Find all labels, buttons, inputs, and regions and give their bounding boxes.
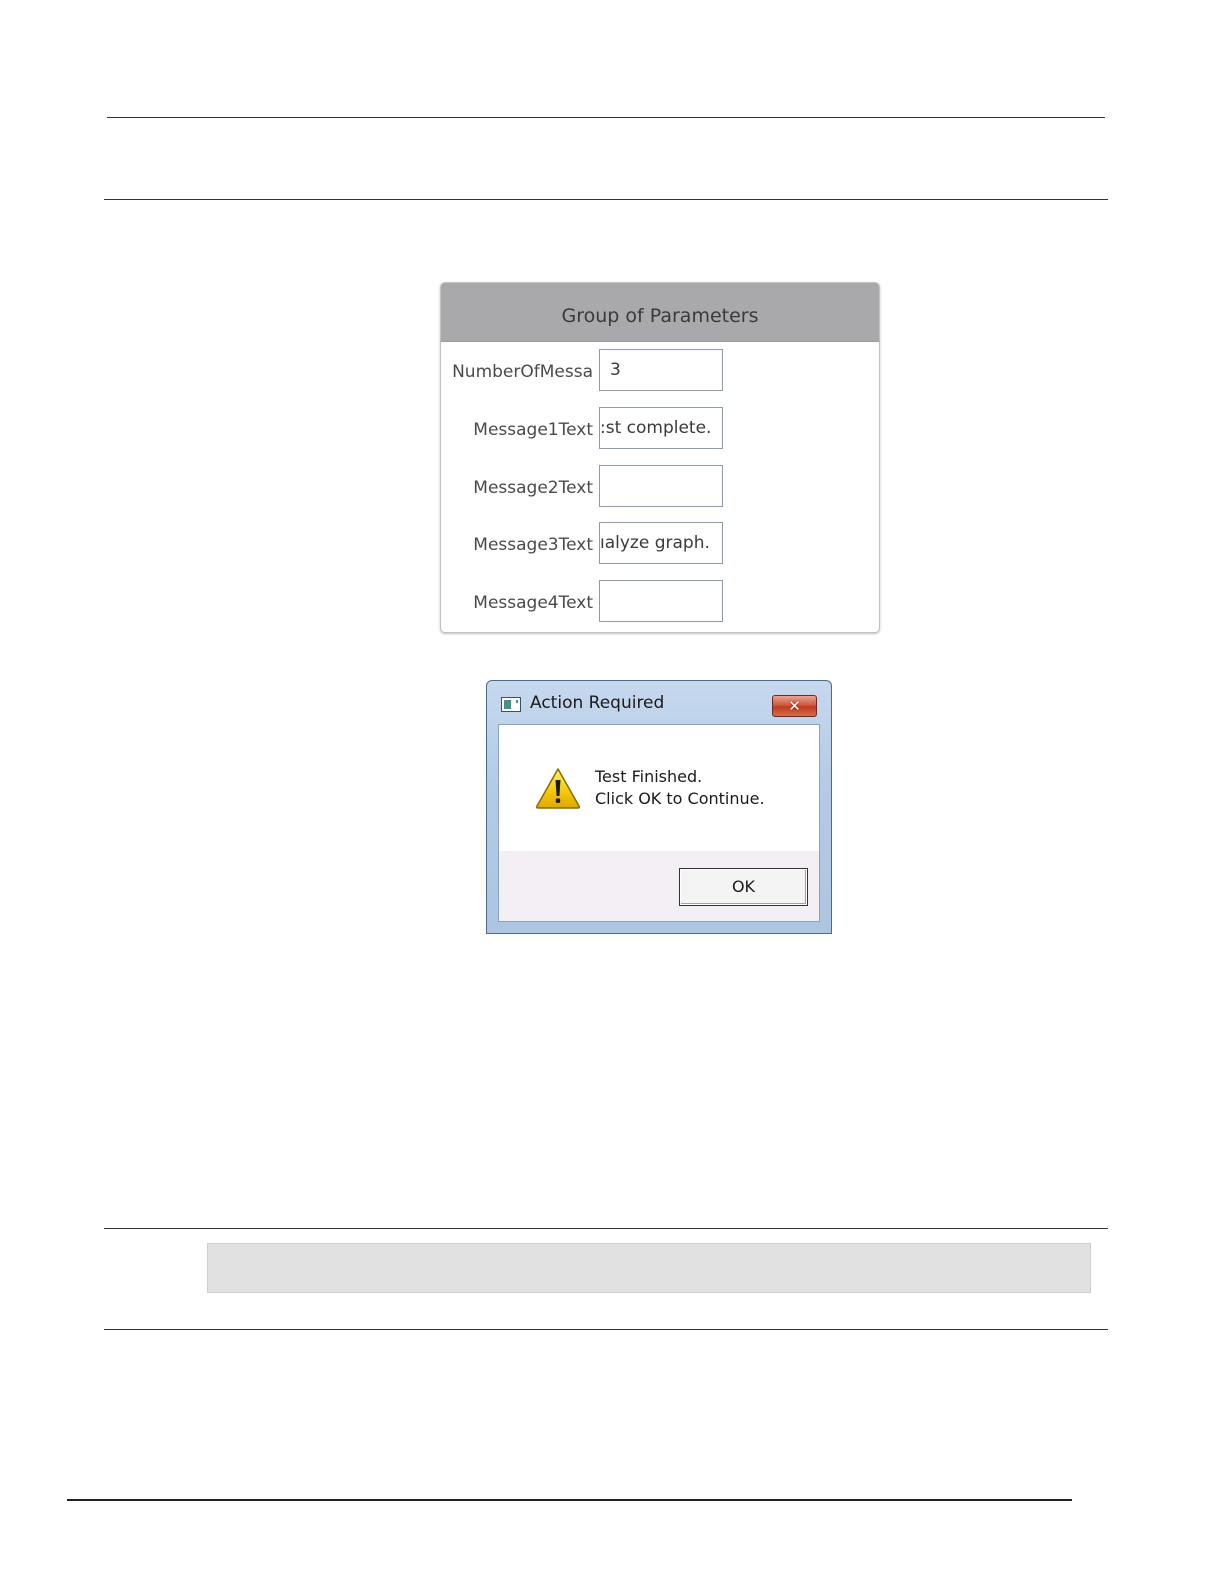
- close-icon: ✕: [788, 697, 801, 715]
- param-label: Message3Text: [473, 535, 593, 555]
- warning-icon: [535, 767, 581, 809]
- footer-rule: [67, 1499, 1072, 1501]
- dialog-titlebar[interactable]: [487, 681, 831, 723]
- app-window-icon: [501, 697, 521, 712]
- dialog-message-line2: Click OK to Continue.: [595, 789, 765, 808]
- section-rule-top: [104, 1228, 1108, 1229]
- dialog-title: Action Required: [530, 693, 665, 713]
- message2-text-input[interactable]: [599, 465, 723, 507]
- close-button[interactable]: [772, 695, 817, 717]
- action-required-dialog: [486, 680, 832, 934]
- header-rule-bottom: [104, 199, 1108, 200]
- number-of-messages-input[interactable]: 3: [599, 349, 723, 391]
- param-row-message1: [441, 407, 879, 453]
- dialog-footer: [499, 851, 819, 921]
- note-box: [207, 1243, 1091, 1293]
- param-label: Message2Text: [473, 478, 593, 498]
- param-row-message3: [441, 522, 879, 568]
- message3-text-input[interactable]: ıalyze graph.: [599, 522, 723, 564]
- param-label: Message4Text: [473, 593, 593, 613]
- group-of-parameters-panel: [440, 282, 880, 633]
- dialog-client-area: [498, 724, 820, 922]
- dialog-message-line1: Test Finished.: [595, 767, 703, 786]
- param-row-number-of-messages: [441, 349, 879, 395]
- param-label: Message1Text: [473, 420, 593, 440]
- message1-text-input[interactable]: :st complete.: [599, 407, 723, 449]
- section-rule-bottom: [104, 1329, 1108, 1330]
- dialog-body: [499, 725, 819, 851]
- panel-title: Group of Parameters: [441, 283, 879, 342]
- ok-button[interactable]: OK: [679, 868, 808, 906]
- param-row-message4: [441, 580, 879, 626]
- param-row-message2: [441, 465, 879, 511]
- param-label: NumberOfMessa: [452, 362, 593, 382]
- message4-text-input[interactable]: [599, 580, 723, 622]
- header-rule-top: [107, 117, 1105, 118]
